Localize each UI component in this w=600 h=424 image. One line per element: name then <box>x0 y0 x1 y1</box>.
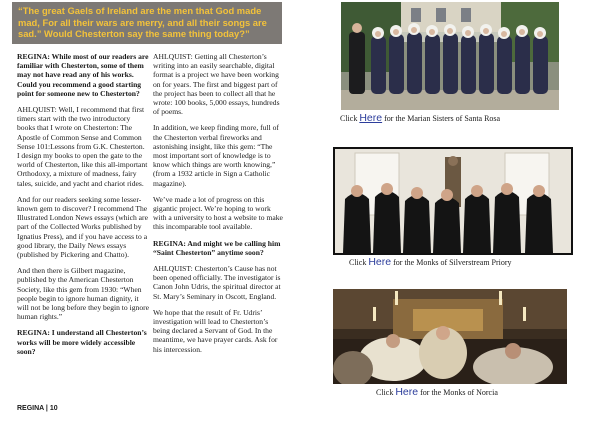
interview-answer: And for our readers seeking some lesser-known gem to discover? I recommend The Illustrated London News essays (which are part of the Collected Works published by Ignatius Press), and if you have access to a good library, the Daily News essays (published by Pickering and Chatto). <box>17 194 148 260</box>
interview-question: REGINA: While most of our readers are familiar with Chesterton, some of them may not have read any of his works. Could you recommend a good starting point for someone new to Chesterton? <box>17 52 149 98</box>
caption-text: for the Monks of Norcia <box>418 388 498 397</box>
article-column-left <box>17 52 149 363</box>
caption-text: for the Monks of Silverstream Priory <box>391 258 512 267</box>
caption-norcia-monks <box>376 387 498 398</box>
caption-text: Click <box>340 114 360 123</box>
interview-answer: We’ve made a lot of progress on this gigantic project. We’re hoping to work with a university to host a website to make this incomparable tool available. <box>153 194 283 232</box>
interview-answer: AHLQUIST: Well, I recommend that first timers start with the two introductory books that I wrote on Chesterton: The Apostle of Common Sense and Common Sense 101:Lessons from G.K. Chesterton. I design my books to open the gate to the world of Chesterton, like this all-important Orthodoxy, a mixture of madness, fairy tales, suicide, and yacht and chariot rides. <box>17 105 148 188</box>
article-column-right <box>153 52 283 361</box>
interview-answer: We hope that the result of Fr. Udris’ investigation will lead to Chesterton’s being declared a Servant of God. In the meantime, we have prayer cards. Ask for his intercession. <box>153 307 278 354</box>
photo-marian-sisters <box>341 2 559 110</box>
pull-quote: “The great Gaels of Ireland are the men that God made mad, For all their wars are merry, and all their songs are sad.” Would Chesterton say the same thing today?” <box>12 2 282 44</box>
interview-answer: In addition, we keep finding more, full of the Chesterton verbal fireworks and astonishing insight, like this gem: “The most important sort of knowledge is to know which things are worth knowing,” (from a 1932 article in Sign a Catholic magazine). <box>153 123 279 188</box>
interview-question: REGINA: I understand all Chesterton’s works will be more widely accessible soon? <box>17 328 147 356</box>
link-here-norcia-monks[interactable]: Here <box>395 386 419 398</box>
caption-marian-sisters <box>340 113 500 124</box>
link-here-silverstream-monks[interactable]: Here <box>368 256 392 268</box>
caption-text: Click <box>376 388 396 397</box>
interview-answer: And then there is Gilbert magazine, published by the American Chesterton Society, like this gem from 1930: “When people begin to ignore human dignity, it will not be long before they begin to ignore human rights.” <box>17 266 150 322</box>
caption-text: for the Marian Sisters of Santa Rosa <box>382 114 501 123</box>
interview-answer: AHLQUIST: Getting all Chesterton’s writing into an easily searchable, digital format is a project we have been working on for years. The first and biggest part of the project has been to collect all that he wrote: 100 books, 5,000 essays, hundreds of poems. <box>153 52 280 117</box>
caption-silverstream-monks <box>349 257 512 268</box>
caption-text: Click <box>349 258 369 267</box>
link-here-marian-sisters[interactable]: Here <box>359 112 383 124</box>
photo-silverstream-monks <box>333 147 573 255</box>
interview-answer: AHLQUIST: Chesterton’s Cause has not been opened officially. The investigator is Canon John Udris, the spiritual director at St. Mary’s Seminary in Oscott, England. <box>153 264 281 301</box>
interview-question: REGINA: And might we be calling him “Saint Chesterton” anytime soon? <box>153 238 281 257</box>
photo-norcia-monks <box>333 289 567 384</box>
page-footer: REGINA | 10 <box>17 405 58 412</box>
